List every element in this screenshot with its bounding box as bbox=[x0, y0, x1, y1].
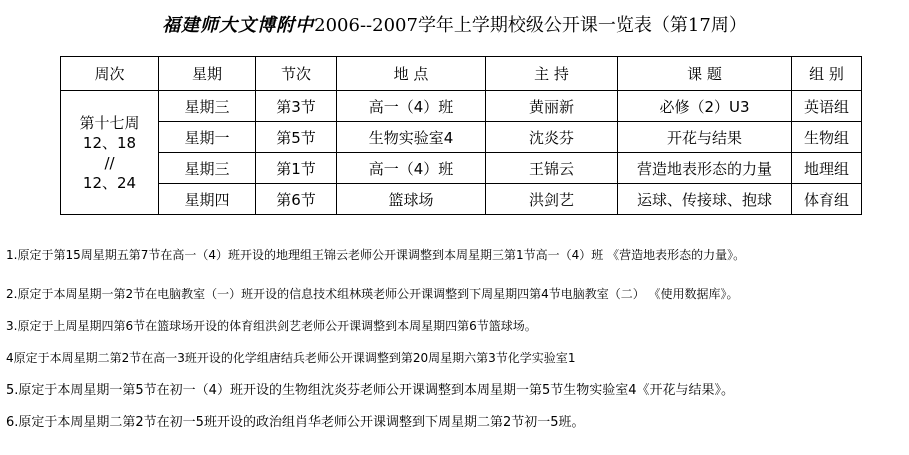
cell-location: 生物实验室4 bbox=[337, 122, 486, 153]
cell-period: 第3节 bbox=[256, 91, 337, 122]
schedule-table bbox=[60, 56, 862, 215]
table-row bbox=[61, 184, 862, 215]
cell-host: 洪剑艺 bbox=[486, 184, 618, 215]
title-text: 2006--2007学年上学期校级公开课一览表（第17周） bbox=[314, 15, 747, 36]
page-title bbox=[0, 13, 909, 39]
table-row bbox=[61, 122, 862, 153]
week-separator: // bbox=[104, 153, 115, 172]
week-end-date: 12、24 bbox=[82, 173, 137, 192]
cell-host: 黄丽新 bbox=[486, 91, 618, 122]
note-item: 6.原定于本周星期二第2节在初一5班开设的政治组肖华老师公开课调整到下周星期二第2节初一5班。 bbox=[6, 415, 585, 430]
cell-topic: 运球、传接球、抱球 bbox=[618, 184, 792, 215]
note-item: 4原定于本周星期二第2节在高一3班开设的化学组唐结兵老师公开课调整到第20周星期六第3节化学实验室1 bbox=[6, 351, 576, 365]
note-item: 1.原定于第15周星期五第7节在高一（4）班开设的地理组王锦云老师公开课调整到本周星期三第1节高一（4）班 《营造地表形态的力量》。 bbox=[6, 248, 746, 262]
cell-host: 沈炎芬 bbox=[486, 122, 618, 153]
note-item: 3.原定于上周星期四第6节在篮球场开设的体育组洪剑艺老师公开课调整到本周星期四第6节篮球场。 bbox=[6, 319, 537, 333]
cell-topic: 营造地表形态的力量 bbox=[618, 153, 792, 184]
week-start-date: 12、18 bbox=[82, 133, 137, 152]
header-weekday: 星期 bbox=[159, 57, 256, 91]
cell-period: 第1节 bbox=[256, 153, 337, 184]
cell-period: 第5节 bbox=[256, 122, 337, 153]
cell-topic: 开花与结果 bbox=[618, 122, 792, 153]
cell-group: 英语组 bbox=[792, 91, 862, 122]
cell-topic: 必修（2）U3 bbox=[618, 91, 792, 122]
cell-host: 王锦云 bbox=[486, 153, 618, 184]
cell-location: 篮球场 bbox=[337, 184, 486, 215]
cell-group: 地理组 bbox=[792, 153, 862, 184]
cell-period: 第6节 bbox=[256, 184, 337, 215]
header-week: 周次 bbox=[61, 57, 159, 91]
header-topic: 课 题 bbox=[618, 57, 792, 91]
school-name: 福建师大文博附中 bbox=[162, 15, 315, 36]
cell-weekday: 星期三 bbox=[159, 153, 256, 184]
table-row bbox=[61, 91, 862, 122]
header-row bbox=[61, 57, 862, 91]
cell-weekday: 星期一 bbox=[159, 122, 256, 153]
cell-group: 体育组 bbox=[792, 184, 862, 215]
note-item: 5.原定于本周星期一第5节在初一（4）班开设的生物组沈炎芬老师公开课调整到本周星期一第5节生物实验室4《开花与结果》。 bbox=[6, 383, 734, 398]
cell-weekday: 星期四 bbox=[159, 184, 256, 215]
cell-weekday: 星期三 bbox=[159, 91, 256, 122]
cell-location: 高一（4）班 bbox=[337, 91, 486, 122]
cell-group: 生物组 bbox=[792, 122, 862, 153]
week-label: 第十七周 bbox=[79, 113, 140, 132]
week-cell bbox=[61, 91, 159, 215]
header-period: 节次 bbox=[256, 57, 337, 91]
header-location: 地 点 bbox=[337, 57, 486, 91]
cell-location: 高一（4）班 bbox=[337, 153, 486, 184]
header-host: 主 持 bbox=[486, 57, 618, 91]
header-group: 组 别 bbox=[792, 57, 862, 91]
table-row bbox=[61, 153, 862, 184]
note-item: 2.原定于本周星期一第2节在电脑教室（一）班开设的信息技术组林瑛老师公开课调整到下周星期四第4节电脑教室（二） 《使用数据库》。 bbox=[6, 287, 739, 301]
